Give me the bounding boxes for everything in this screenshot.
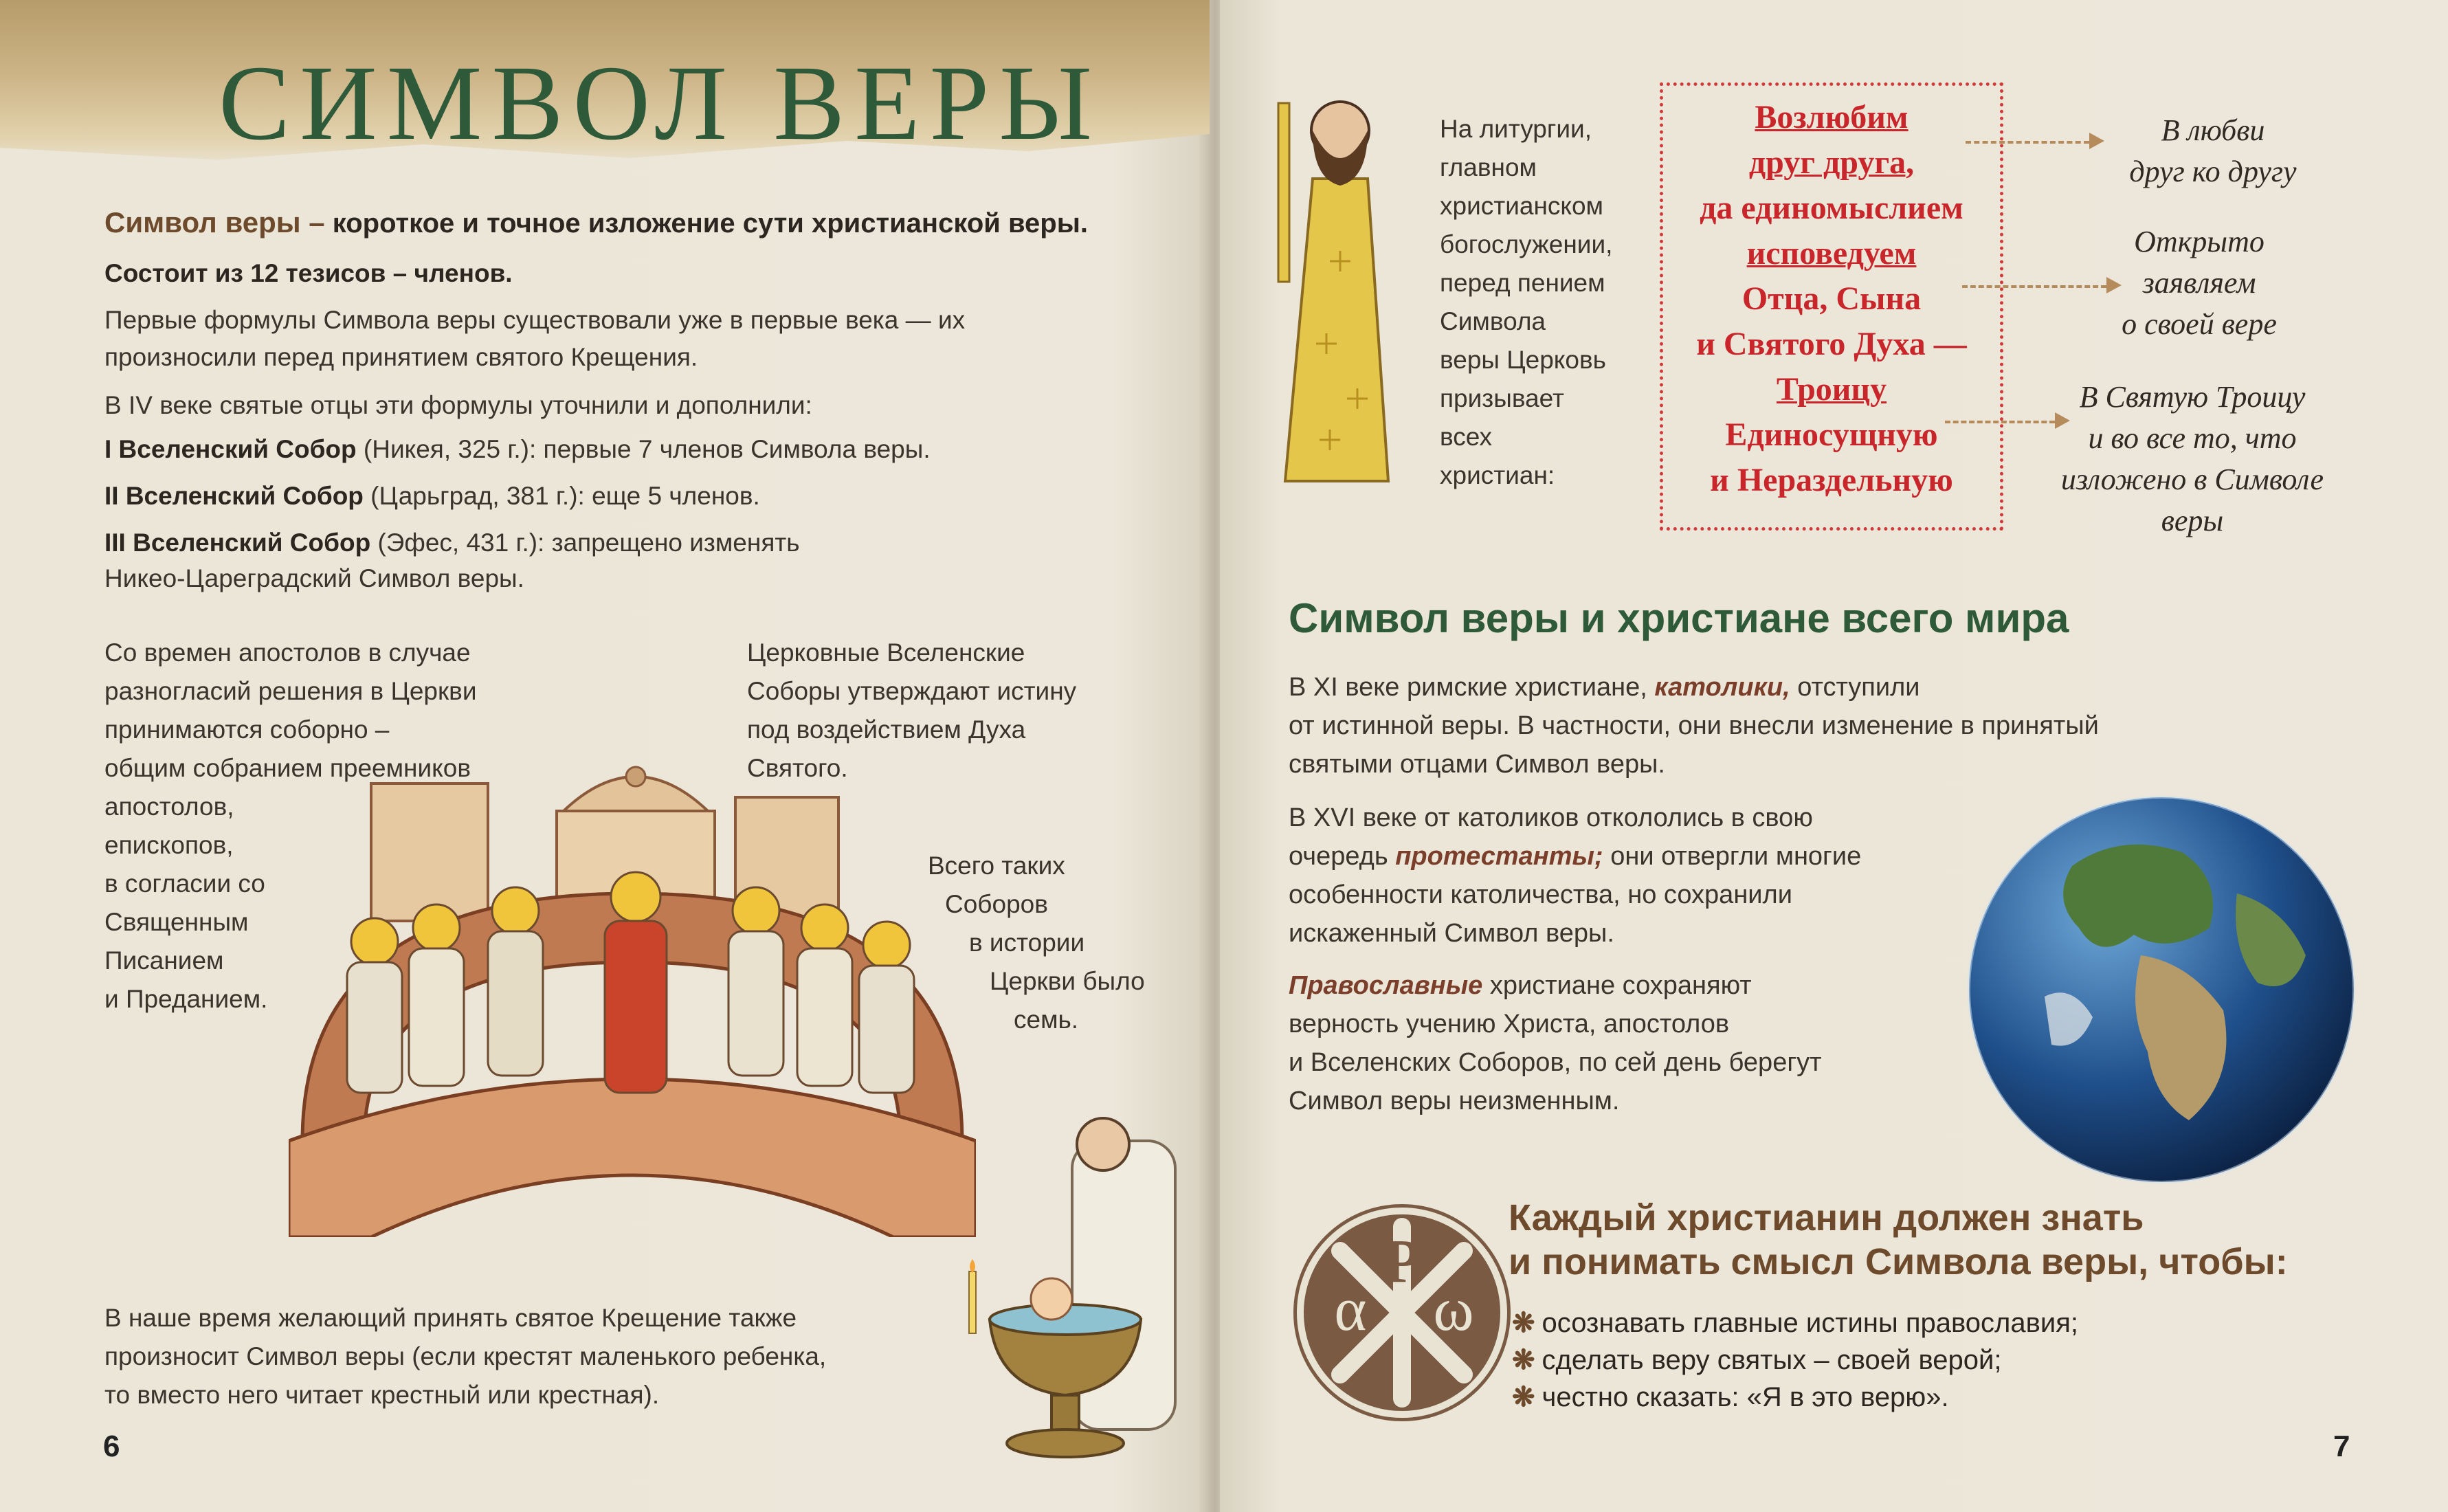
gloss-line: заявляем (2142, 266, 2256, 300)
liturgy-line: На литургии, (1440, 115, 1592, 143)
orthodox-text-a: христиане сохраняют (1482, 971, 1752, 1000)
baptism-text (104, 1299, 826, 1414)
liturgy-line: Символа (1440, 307, 1546, 335)
bullet-mark: ❋ (1512, 1308, 1535, 1338)
gloss-line: Открыто (2134, 225, 2265, 258)
intro-p1-line1: Первые формулы Символа веры существовали уже в первые века — их (104, 306, 966, 334)
gloss-line: В Святую Троицу (2079, 380, 2306, 414)
ecumenical-council-illustration (289, 756, 976, 1237)
orthodox-line: Символ веры неизменным. (1289, 1087, 1620, 1115)
creed-line (1660, 276, 2003, 322)
baptism-line: В наше время желающий принять святое Крещение также (104, 1304, 797, 1332)
page-title: СИМВОЛ ВЕРЫ (219, 43, 1102, 162)
council-2-text: (Царьград, 381 г.): еще 5 членов. (363, 482, 760, 510)
catholics-term: католики, (1654, 673, 1790, 702)
section-title-world: Символ веры и христиане всего мира (1289, 595, 2069, 641)
creed-line-text: Возлюбим (1755, 99, 1909, 135)
liturgy-line: перед пением (1440, 269, 1605, 297)
creed-line-text: Единосущную (1725, 416, 1938, 453)
must-know-title (1509, 1196, 2288, 1284)
protestants-text-a: очередь (1289, 842, 1396, 871)
catholics-text-b: отступили (1790, 673, 1920, 702)
councils-count-line: Церкви было (990, 967, 1145, 995)
liturgy-line: христианском (1440, 192, 1603, 220)
bullet-item (1512, 1342, 2001, 1379)
paragraph-orthodox (1289, 966, 1822, 1120)
creed-line (1660, 140, 2003, 186)
creed-line (1660, 458, 2003, 503)
protestants-term: протестанты; (1395, 842, 1603, 871)
protestants-line: искаженный Символ веры. (1289, 919, 1614, 948)
creed-line-text: Троицу (1776, 371, 1887, 408)
councils-affirm-line: под воздействием Духа (747, 715, 1026, 744)
deacon-illustration (1265, 82, 1416, 495)
paragraph-catholics (1289, 668, 2099, 783)
bullet-mark: ❋ (1512, 1345, 1535, 1375)
apostles-line: общим собранием преемников (104, 754, 471, 782)
apostles-line: и Преданием. (104, 985, 268, 1013)
intro-p1-line2: произносили перед принятием святого Крещения. (104, 343, 698, 371)
must-know-title-line: Каждый христианин должен знать (1509, 1197, 2144, 1238)
council-3-name: III Вселенский Собор (104, 529, 371, 557)
creed-line-text: Отца, Сына (1742, 280, 1922, 317)
council-3-line2: Никео-Цареградский Символ веры. (104, 564, 524, 592)
council-1-text: (Никея, 325 г.): первые 7 членов Символа веры. (356, 435, 931, 463)
intro-definition-text: короткое и точное изложение сути христианской веры. (324, 208, 1088, 238)
apostles-line: разногласий решения в Церкви (104, 677, 477, 705)
creed-line (1660, 186, 2003, 231)
apostles-line: принимаются соборно – (104, 715, 390, 744)
councils-affirm-line: Церковные Вселенские (747, 638, 1025, 667)
gloss-line: друг ко другу (2129, 155, 2297, 188)
council-3 (104, 524, 800, 562)
baptism-line: произносит Символ веры (если крестят маленького ребенка, (104, 1342, 827, 1370)
earth-globe-illustration (1962, 790, 2361, 1189)
bullet-text: сделать веру святых – своей верой; (1542, 1345, 2002, 1375)
orthodox-line: верность учению Христа, апостолов (1289, 1010, 1730, 1038)
apostles-line: в согласии со (104, 869, 265, 898)
council-1-name: I Вселенский Собор (104, 435, 357, 463)
creed-line (1660, 322, 2003, 367)
orthodox-term: Православные (1289, 971, 1483, 1000)
apostles-line: Писанием (104, 946, 224, 975)
catholics-text-a: В XI веке римские христиане, (1289, 673, 1655, 702)
liturgy-line: всех (1440, 423, 1493, 451)
creed-line-text: друг друга, (1748, 144, 1915, 181)
creed-line (1660, 95, 2003, 140)
intro-composition: Состоит из 12 тезисов – членов. (104, 259, 513, 287)
councils-affirm-line: Святого. (747, 754, 848, 782)
council-3-text: (Эфес, 431 г.): запрещено изменять (370, 529, 800, 557)
bullet-item (1512, 1379, 1949, 1416)
creed-line (1660, 412, 2003, 458)
orthodox-line: и Вселенских Соборов, по сей день берегут (1289, 1048, 1822, 1077)
bullet-text: осознавать главные истины православия; (1542, 1308, 2078, 1338)
apostles-line: апостолов, (104, 792, 234, 821)
protestants-text-b: они отвергли многие (1603, 842, 1862, 871)
apostles-line: епископов, (104, 831, 234, 859)
council-2-name: II Вселенский Собор (104, 482, 364, 510)
alpha-letter: α (1334, 1276, 1367, 1344)
bullet-mark: ❋ (1512, 1382, 1535, 1412)
arrow-1 (1966, 141, 2089, 144)
intro-p2: В IV веке святые отцы эти формулы уточнили и дополнили: (104, 391, 812, 419)
gloss-2 (2069, 221, 2330, 345)
apostles-line: Со времен апостолов в случае (104, 638, 471, 667)
creed-line (1660, 367, 2003, 412)
councils-affirm-line: Соборы утверждают истину (747, 677, 1077, 705)
must-know-title-line: и понимать смысл Символа веры, чтобы: (1509, 1241, 2288, 1282)
intro-definition (104, 203, 1088, 243)
bullet-item (1512, 1304, 2078, 1342)
liturgy-line: главном (1440, 153, 1537, 181)
gloss-line: веры (2161, 504, 2224, 537)
catholics-line: святыми отцами Символ веры. (1289, 750, 1665, 779)
page-number-left: 6 (103, 1430, 120, 1463)
baptism-line: то вместо него читает крестный или крестная). (104, 1381, 660, 1409)
creed-line (1660, 231, 2003, 276)
baptism-illustration (955, 1113, 1182, 1464)
councils-count-line: в истории (969, 929, 1085, 957)
council-1 (104, 430, 931, 469)
council-2 (104, 477, 760, 515)
liturgy-line: призывает (1440, 384, 1564, 412)
page-number-right: 7 (2333, 1430, 2350, 1463)
gloss-3 (2034, 377, 2350, 542)
bullet-text: честно сказать: «Я в это верю». (1542, 1382, 1949, 1412)
gloss-line: В любви (2161, 113, 2265, 147)
apostles-line: Священным (104, 908, 249, 936)
liturgy-line: веры Церковь (1440, 346, 1606, 374)
liturgy-text (1440, 110, 1612, 495)
chi-rho-medallion (1289, 1199, 1515, 1426)
gloss-line: о своей вере (2122, 307, 2277, 341)
gloss-line: и во все то, что (2088, 421, 2297, 455)
gloss-line: изложено в Символе (2060, 463, 2324, 496)
protestants-line: В XVI веке от католиков откололись в свою (1289, 803, 1813, 832)
gloss-1 (2089, 110, 2337, 192)
creed-line-text: и Нераздельную (1710, 462, 1953, 498)
protestants-line: особенности католичества, но сохранили (1289, 880, 1792, 909)
liturgy-line: богослужении, (1440, 230, 1613, 258)
paragraph-protestants (1289, 799, 1861, 953)
rho-letter: P (1383, 1227, 1421, 1296)
councils-count-line: семь. (1014, 1005, 1079, 1034)
liturgy-line: христиан: (1440, 461, 1555, 489)
omega-letter: ω (1433, 1276, 1474, 1344)
creed-line-text: исповедуем (1746, 235, 1917, 271)
intro-term: Символ веры – (104, 206, 325, 238)
creed-line-text: и Святого Духа — (1696, 326, 1967, 362)
councils-count-line: Соборов (945, 890, 1048, 918)
catholics-line: от истинной веры. В частности, они внесли изменение в принятый (1289, 711, 2099, 740)
creed-line-text: да единомыслием (1700, 190, 1963, 226)
councils-count-line: Всего таких (928, 852, 1065, 880)
